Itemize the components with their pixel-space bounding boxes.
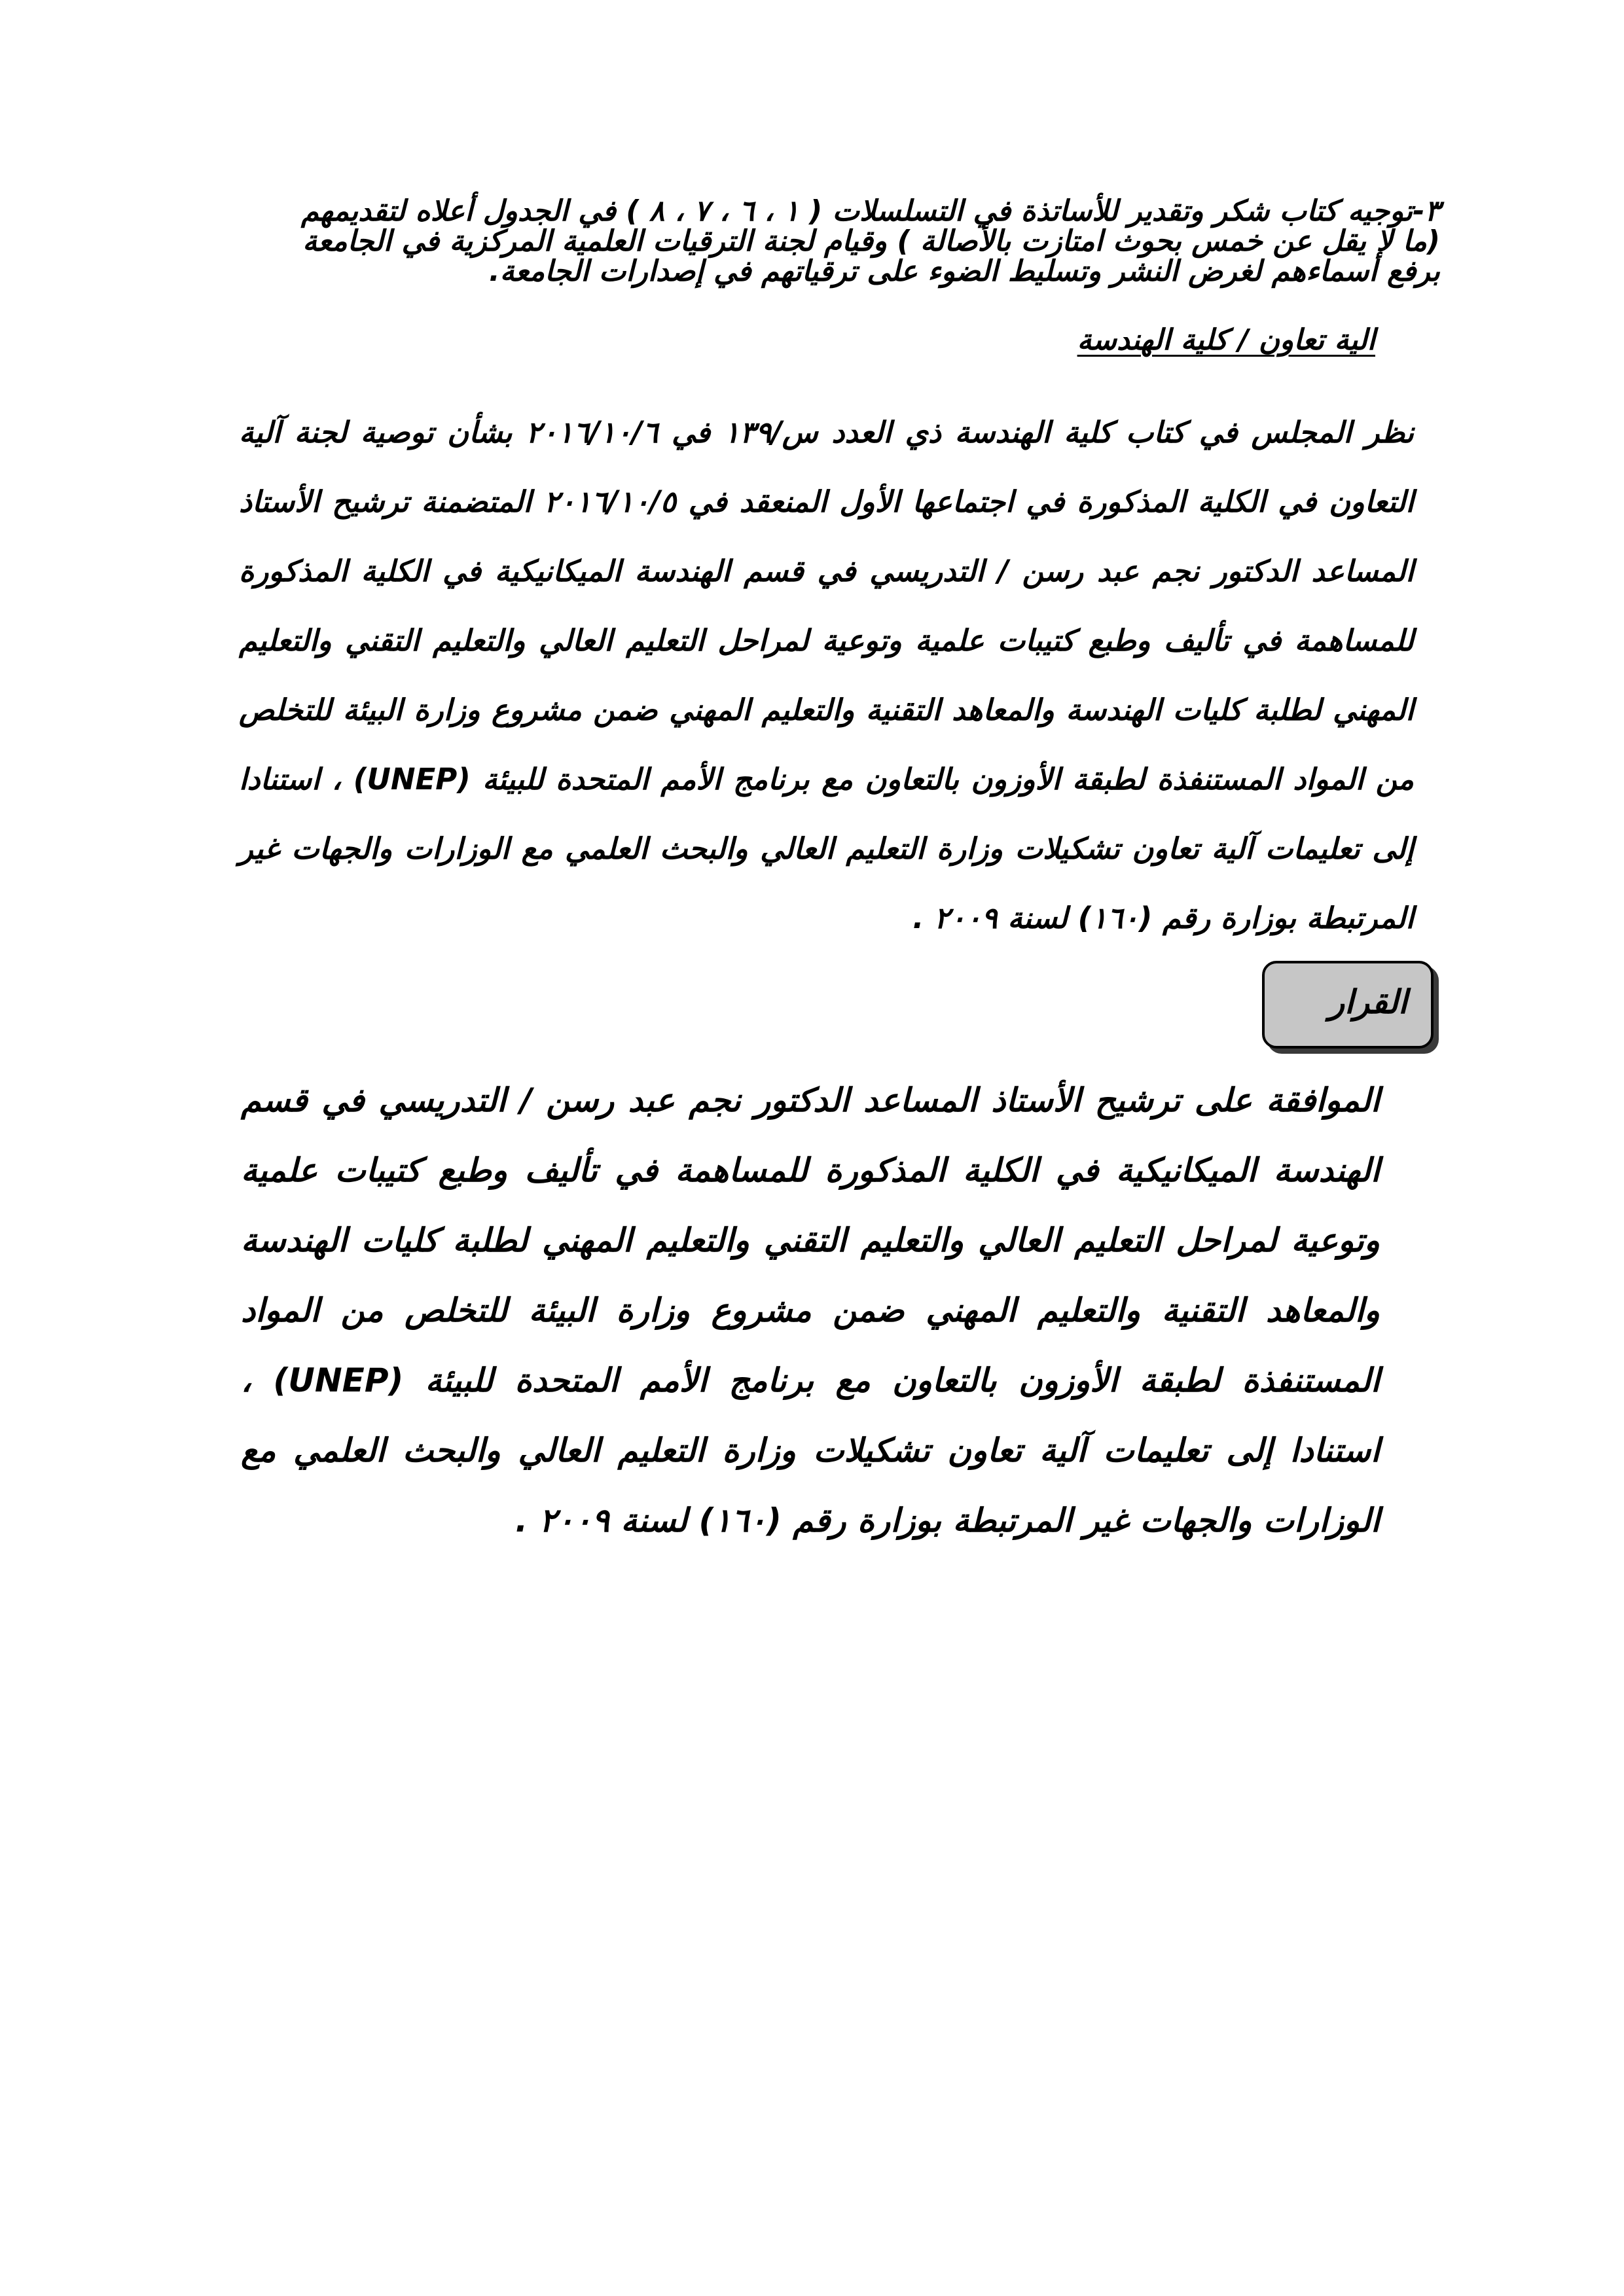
decision-line-2: الهندسة الميكانيكية في الكلية المذكورة للمساهمة في تأليف وطبع كتيبات علمية bbox=[241, 1151, 1380, 1189]
item-3-line-2: (ما لا يقل عن خمس بحوث امتازت بالأصالة ) وقيام لجنة الترقيات العلمية المركزية في الجامعة bbox=[302, 224, 1440, 258]
body-line-1: نظر المجلس في كتاب كلية الهندسة ذي العدد س/١٣٩ في ٢٠١٦/١٠/٦ بشأن توصية لجنة آلية bbox=[239, 415, 1415, 450]
item-3-paragraph bbox=[242, 196, 1440, 287]
item-3-line-1: ٣-توجيه كتاب شكر وتقدير للأساتذة في التسلسلات ( ١ ، ٦ ، ٧ ، ٨ ) في الجدول أعلاه لتقديمهم bbox=[300, 194, 1440, 228]
body-line-8: المرتبطة بوزارة رقم (١٦٠) لسنة ٢٠٠٩ . bbox=[912, 901, 1414, 935]
decision-line-1: الموافقة على ترشيح الأستاذ المساعد الدكتور نجم عبد رسن / التدريسي في قسم bbox=[241, 1081, 1380, 1119]
body-line-3: المساعد الدكتور نجم عبد رسن / التدريسي في قسم الهندسة الميكانيكية في الكلية المذكورة bbox=[239, 554, 1414, 588]
body-line-6: من المواد المستنفذة لطبقة الأوزون بالتعاون مع برنامج الأمم المتحدة للبيئة (UNEP) ، استنادا bbox=[239, 762, 1415, 797]
decision-line-6: استنادا إلى تعليمات آلية تعاون تشكيلات وزارة التعليم العالي والبحث العلمي مع bbox=[241, 1431, 1380, 1469]
body-line-7: إلى تعليمات آلية تعاون تشكيلات وزارة التعليم العالي والبحث العلمي مع الوزارات والجهات غير bbox=[239, 831, 1414, 866]
item-3-line-3: برفع أسماءهم لغرض النشر وتسليط الضوء على ترقياتهم في إصدارات الجامعة. bbox=[489, 255, 1440, 288]
decision-label: القرار bbox=[1328, 983, 1407, 1021]
decision-line-3: وتوعية لمراحل التعليم العالي والتعليم التقني والتعليم المهني لطلبة كليات الهندسة bbox=[241, 1221, 1380, 1259]
body-line-5: المهني لطلبة كليات الهندسة والمعاهد التقنية والتعليم المهني ضمن مشروع وزارة البيئة للتخلص bbox=[239, 692, 1415, 727]
decision-paragraph bbox=[241, 1066, 1380, 1556]
decision-line-4: والمعاهد التقنية والتعليم المهني ضمن مشروع وزارة البيئة للتخلص من المواد bbox=[241, 1291, 1380, 1329]
body-line-2: التعاون في الكلية المذكورة في اجتماعها الأول المنعقد في ٢٠١٦/١٠/٥ المتضمنة ترشيح الأستاذ bbox=[239, 484, 1414, 519]
decision-line-7: الوزارات والجهات غير المرتبطة بوزارة رقم (١٦٠) لسنة ٢٠٠٩ . bbox=[515, 1501, 1380, 1539]
body-paragraph bbox=[239, 398, 1414, 953]
decision-line-5: المستنفذة لطبقة الأوزون بالتعاون مع برنامج الأمم المتحدة للبيئة (UNEP) ، bbox=[241, 1361, 1380, 1399]
section-heading: الية تعاون / كلية الهندسة bbox=[1077, 323, 1375, 357]
body-line-4: للمساهمة في تأليف وطبع كتيبات علمية وتوعية لمراحل التعليم العالي والتعليم التقني والتعليم bbox=[239, 623, 1414, 658]
decision-label-box bbox=[1262, 961, 1434, 1049]
